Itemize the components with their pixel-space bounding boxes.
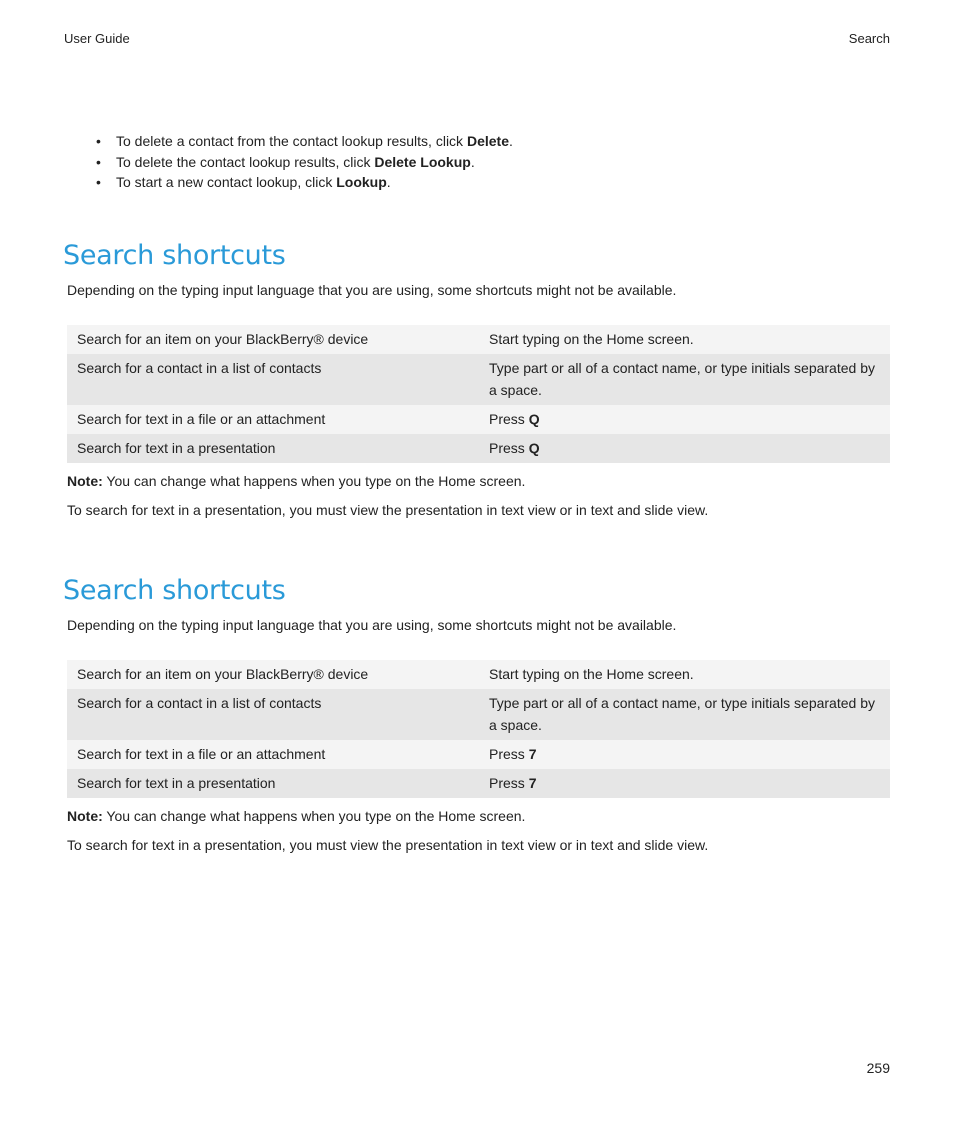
header-doc-title: User Guide [64,31,130,46]
table-row [67,769,890,798]
table-cell-action: Search for text in a presentation [77,775,276,791]
section-note: Note: You can change what happens when you type on the Home screen. [67,473,526,489]
section-paragraph: To search for text in a presentation, you must view the presentation in text view or in text and slide view. [67,502,709,518]
table-cell-shortcut: Start typing on the Home screen. [489,666,694,682]
table-row [67,405,890,434]
table-cell-action: Search for text in a file or an attachment [77,411,326,427]
table-cell-action: Search for a contact in a list of contacts [77,360,322,376]
page-number: 259 [866,1060,890,1076]
table-cell-action: Search for text in a file or an attachment [77,746,326,762]
bullet-list [96,131,513,193]
table-row [67,689,890,740]
section-intro: Depending on the typing input language that you are using, some shortcuts might not be available. [67,282,677,298]
table-cell-shortcut: Start typing on the Home screen. [489,331,694,347]
table-cell-action: Search for an item on your BlackBerry® device [77,331,369,347]
table-cell-shortcut: Type part or all of a contact name, or type initials separated by a space. [489,360,875,398]
table-cell-shortcut: Press Q [489,440,540,456]
section-heading: Search shortcuts [63,240,286,271]
table-row [67,354,890,405]
table-row [67,434,890,463]
bullet-item: • To delete the contact lookup results, click Delete Lookup. [96,152,513,173]
table-row [67,660,890,689]
shortcut-table [67,325,890,463]
section-intro: Depending on the typing input language that you are using, some shortcuts might not be available. [67,617,677,633]
bullet-item: • To start a new contact lookup, click Lookup. [96,172,513,193]
table-cell-action: Search for a contact in a list of contacts [77,695,322,711]
header-section-title: Search [848,31,890,46]
bullet-item: • To delete a contact from the contact lookup results, click Delete. [96,131,513,152]
table-cell-action: Search for text in a presentation [77,440,276,456]
section-paragraph: To search for text in a presentation, you must view the presentation in text view or in text and slide view. [67,837,709,853]
table-cell-shortcut: Type part or all of a contact name, or type initials separated by a space. [489,695,875,733]
shortcut-table [67,660,890,798]
section-note: Note: You can change what happens when you type on the Home screen. [67,808,526,824]
table-row [67,740,890,769]
table-cell-shortcut: Press 7 [489,746,537,762]
table-cell-shortcut: Press 7 [489,775,537,791]
table-row [67,325,890,354]
table-cell-shortcut: Press Q [489,411,540,427]
table-cell-action: Search for an item on your BlackBerry® device [77,666,369,682]
section-heading: Search shortcuts [63,575,286,606]
